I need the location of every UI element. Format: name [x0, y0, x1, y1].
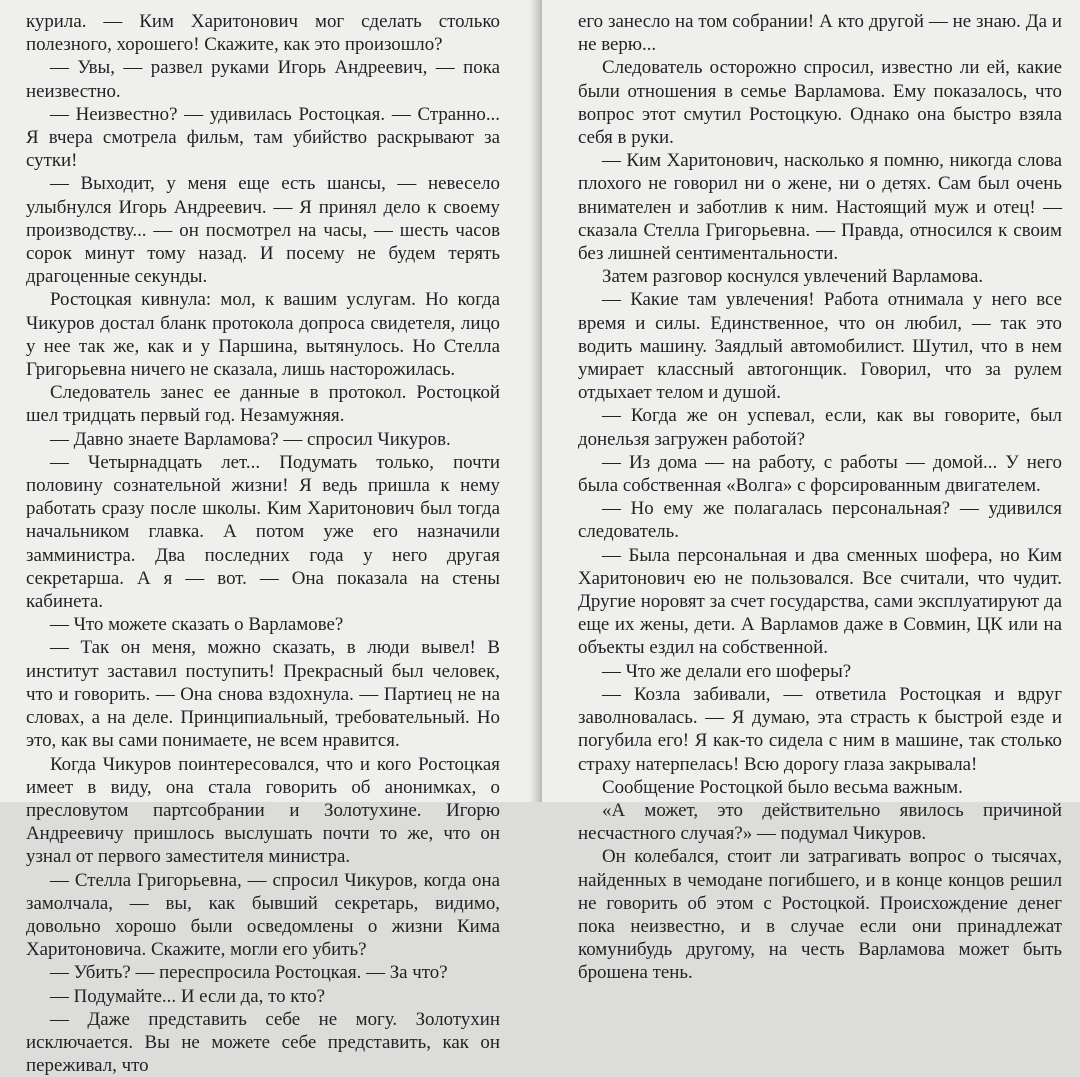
paragraph: курила. — Ким Харитонович мог сделать столько полезного, хорошего! Скажите, как это произошло? — [26, 11, 500, 56]
paragraph: Он колебался, стоит ли затрагивать вопрос о тысячах, найденных в чемодане погибшего, и в конце концов решил не говорить об этом с Ростоцкой. Происхождение денег пока неизвестно, и в случае если они принадлежат комунибудь другому, на честь Варламова может быть брошена тень. — [578, 846, 1062, 984]
paragraph: — Ким Харитонович, насколько я помню, никогда слова плохого не говорил ни о жене, ни о детях. Сам был очень внимателен и заботлив к ним. Настоящий муж и отец! — сказала Стелла Григорьевна. — Правда, относился к своим без лишней сентиментальности. — [578, 150, 1062, 265]
paragraph: — Но ему же полагалась персональная? — удивился следователь. — [578, 498, 1062, 543]
paragraph: — Стелла Григорьевна, — спросил Чикуров, когда она замолчала, — вы, как бывший секретарь, видимо, довольно хорошо были осведомлены о жизни Кима Харитоновича. Скажите, могли его убить? — [26, 869, 500, 961]
left-page — [0, 0, 538, 1077]
paragraph: Следователь осторожно спросил, известно ли ей, какие были отношения в семье Варламова. Ему показалось, что вопрос этот смутил Ростоцкую. Однако она быстро взяла себя в руки. — [578, 57, 1062, 149]
paragraph: — Что же делали его шоферы? — [602, 660, 852, 682]
paragraph: — Козла забивали, — ответила Ростоцкая и вдруг заволновалась. — Я думаю, эта страсть к быстрой езде и погубила его! Я как-то сидела с ним в машине, так столько страху натерпелась! Всю дорогу глаза закрывала! — [578, 683, 1062, 775]
paragraph: — Из дома — на работу, с работы — домой... У него была собственная «Волга» с форсированным двигателем. — [578, 451, 1062, 497]
paragraph: — Что можете сказать о Варламове? — [50, 614, 344, 636]
right-page-text — [578, 10, 1062, 985]
paragraph: Затем разговор коснулся увлечений Варламова. — [602, 266, 984, 288]
paragraph: — Подумайте... И если да, то кто? — [50, 985, 326, 1007]
paragraph: Следователь занес ее данные в протокол. Ростоцкой шел тридцать первый год. Незамужняя. — [26, 382, 500, 427]
paragraph: — Четырнадцать лет... Подумать только, почти половину сознательной жизни! Я ведь пришла к нему работать сразу после школы. Ким Харитонович был тогда начальником главка. А потом уже его назначили замминистра. Два последних года у него другая секретарша. А я — вот. — Она показала на стены кабинета. — [26, 451, 500, 613]
paragraph: «А может, это действительно явилось причиной несчастного случая?» — подумал Чикуров. — [578, 799, 1062, 845]
paragraph: Сообщение Ростоцкой было весьма важным. — [602, 776, 963, 798]
right-page — [542, 0, 1080, 984]
paragraph: — Какие там увлечения! Работа отнимала у него все время и силы. Единственное, что он любил, — так это водить машину. Заядлый автомобилист. Шутил, что в нем умирает классный автогонщик. Говорил, что за рулем отдыхает телом и душой. — [578, 289, 1062, 404]
paragraph: — Увы, — развел руками Игорь Андреевич, — пока неизвестно. — [26, 57, 500, 102]
paragraph: — Выходит, у меня еще есть шансы, — невесело улыбнулся Игорь Андреевич. — Я принял дело к своему производству... — он посмотрел на часы, — шесть часов сорок минут тому назад. И посему не будем терять драгоценные секунды. — [26, 173, 500, 288]
paragraph: его занесло на том собрании! А кто другой — не знаю. Да и не верю... — [578, 11, 1062, 56]
paragraph: — Так он меня, можно сказать, в люди вывел! В институт заставил поступить! Прекрасный был человек, что и говорить. — Она снова вздохнула. — Партиец не на словах, а на деле. Принципиальный, требовательный. Но это, как вы сами понимаете, не всем нравится. — [26, 637, 500, 752]
paragraph: — Когда же он успевал, если, как вы говорите, был донельзя загружен работой? — [578, 405, 1062, 450]
paragraph: — Даже представить себе не могу. Золотухин исключается. Вы не можете себе представить, как он переживал, что — [26, 1008, 500, 1077]
paragraph: — Убить? — переспросила Ростоцкая. — За что? — [50, 962, 448, 984]
paragraph: — Была персональная и два сменных шофера, но Ким Харитонович ею не пользовался. Все считали, что чудит. Другие норовят за счет государства, сами эксплуатируют да еще их жены, дети. А Варламов даже в Совмин, ЦК или на объекты ездил на собственной. — [578, 544, 1062, 659]
left-page-text — [26, 10, 500, 1077]
paragraph: Ростоцкая кивнула: мол, к вашим услугам. Но когда Чикуров достал бланк протокола допроса свидетеля, лицо у нее так же, как и у Паршина, вытянулось. Но Стелла Григорьевна ничего не сказала, лишь насторожилась. — [26, 289, 500, 381]
paragraph: Когда Чикуров поинтересовался, что и кого Ростоцкая имеет в виду, она стала говорить об анонимках, о пресловутом партсобрании и Золотухине. Игорю Андреевичу пришлось выслушать почти то же, что он узнал от первого заместителя министра. — [26, 753, 500, 868]
paragraph: — Давно знаете Варламова? — спросил Чикуров. — [50, 428, 451, 450]
paragraph: — Неизвестно? — удивилась Ростоцкая. — Странно... Я вчера смотрела фильм, там убийство раскрывают за сутки! — [26, 103, 500, 172]
